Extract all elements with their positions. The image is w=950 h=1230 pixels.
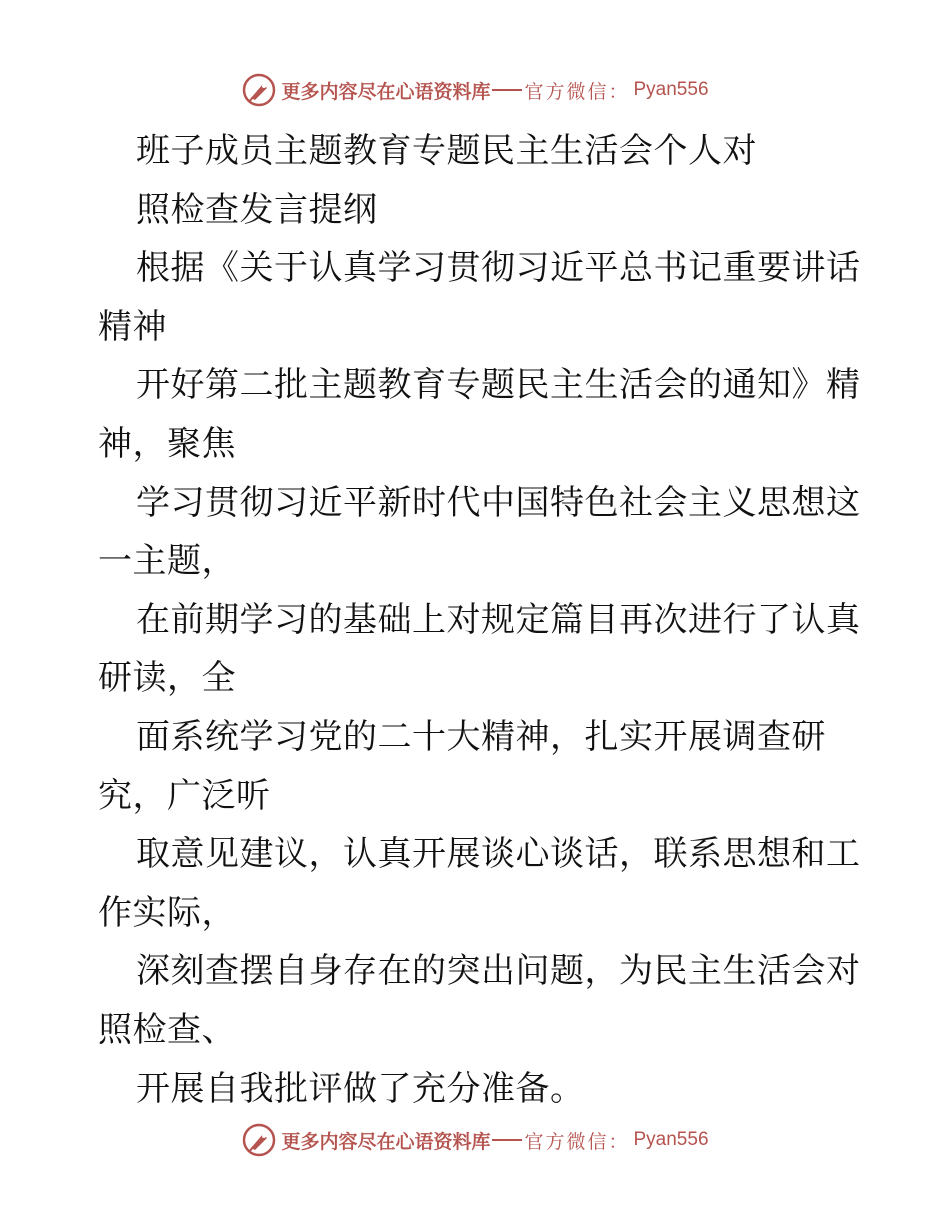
pen-nib-logo-icon (241, 72, 277, 108)
footer-watermark-banner (0, 1120, 950, 1160)
doc-line: 作实际， (98, 892, 236, 933)
header-watermark-banner (0, 70, 950, 110)
doc-line: 精神 (98, 306, 167, 347)
header-dash-divider (492, 89, 522, 91)
doc-line: 班子成员主题教育专题民主生活会个人对 (136, 131, 757, 171)
footer-dash-divider (492, 1139, 522, 1141)
doc-line: 深刻查摆自身存在的突出问题，为民主生活会对 (136, 951, 861, 992)
doc-line: 研读，全 (98, 658, 236, 699)
footer-wechat-label: 官方微信： (524, 1130, 630, 1153)
doc-line: 神，聚焦 (98, 423, 236, 464)
doc-line: 究，广泛听 (98, 775, 271, 816)
footer-brand-text: 更多内容尽在心语资料库 (281, 1130, 491, 1153)
doc-line: 开展自我批评做了充分准备。 (136, 1068, 585, 1109)
doc-line: 面系统学习党的二十大精神，扎实开展调查研 (136, 716, 826, 757)
doc-line: 照检查发言提纲 (136, 189, 378, 230)
doc-line: 根据《关于认真学习贯彻习近平总书记重要讲话 (136, 248, 861, 289)
doc-line: 照检查、 (98, 1009, 236, 1050)
doc-line: 取意见建议，认真开展谈心谈话，联系思想和工 (136, 834, 861, 875)
header-brand-text: 更多内容尽在心语资料库 (281, 80, 491, 103)
footer-wechat-id: Pyan556 (633, 1129, 709, 1150)
document-body (98, 122, 861, 1118)
doc-line: 学习贯彻习近平新时代中国特色社会主义思想这 (136, 482, 861, 523)
doc-line: 开好第二批主题教育专题民主生活会的通知》精 (136, 365, 861, 406)
pen-nib-logo-icon (241, 1122, 277, 1158)
doc-line: 一主题， (98, 541, 236, 582)
header-wechat-label: 官方微信： (524, 80, 630, 103)
header-wechat-id: Pyan556 (633, 79, 709, 100)
doc-line: 在前期学习的基础上对规定篇目再次进行了认真 (136, 599, 861, 640)
